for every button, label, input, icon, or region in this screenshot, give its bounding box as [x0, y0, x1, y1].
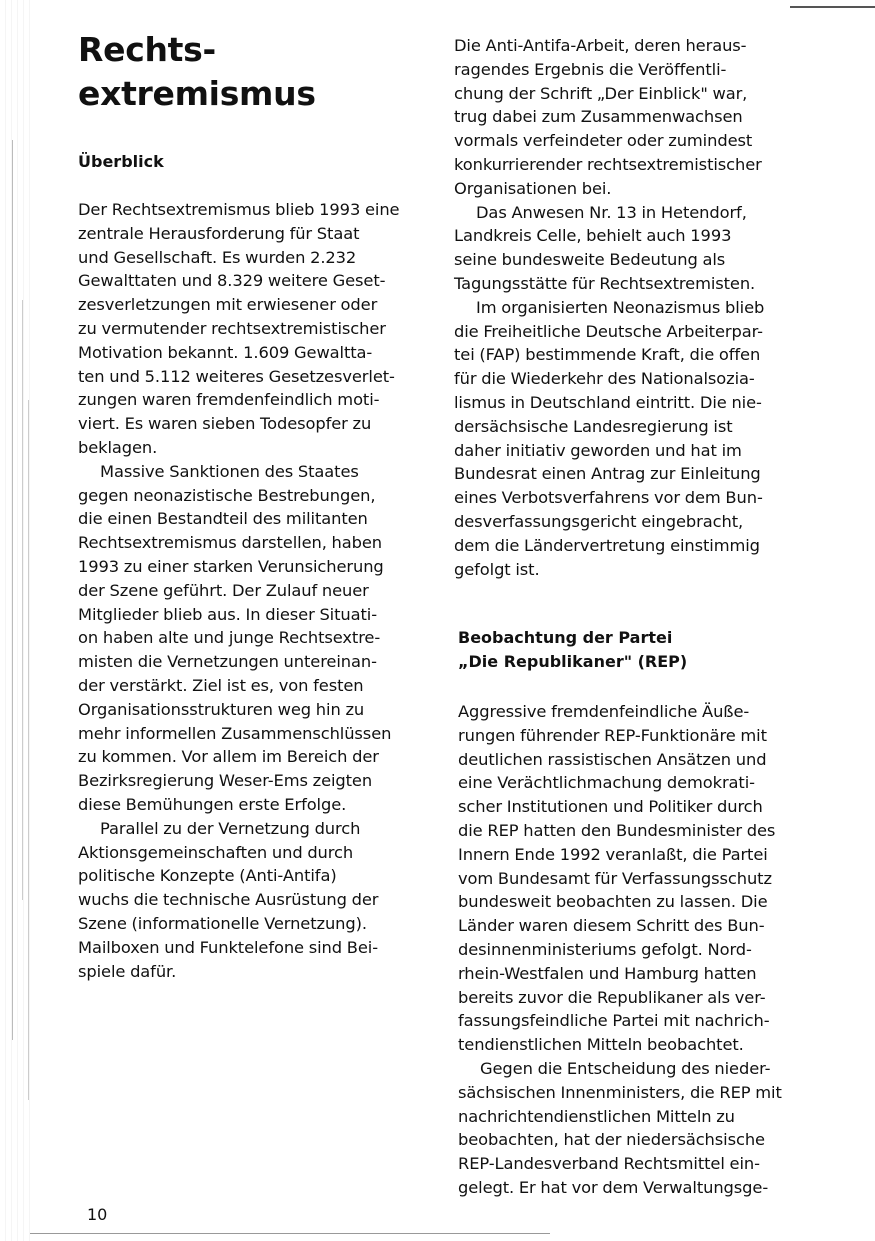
text-line: Gegen die Entscheidung des nieder-: [480, 1058, 771, 1078]
text-line: spiele dafür.: [78, 961, 177, 981]
text-line: Bundesrat einen Antrag zur Einleitung: [454, 464, 761, 484]
text-line: dem die Ländervertretung einstimmig: [454, 535, 760, 555]
text-line: Mailboxen und Funktelefone sind Bei-: [78, 937, 378, 957]
text-line: die einen Bestandteil des militanten: [78, 509, 368, 529]
text-line: gelegt. Er hat vor dem Verwaltungsge-: [458, 1177, 769, 1197]
text-line: eines Verbotsverfahrens vor dem Bun-: [454, 488, 763, 508]
text-line: vormals verfeindeter oder zumindest: [454, 131, 753, 151]
chapter-title-line: extremismus: [78, 74, 316, 113]
text-line: misten die Vernetzungen untereinan-: [78, 652, 377, 672]
text-line: Mitglieder blieb aus. In dieser Situati-: [78, 604, 377, 624]
text-line: Parallel zu der Vernetzung durch: [100, 818, 361, 838]
text-line: diese Bemühungen erste Erfolge.: [78, 794, 347, 814]
text-line: scher Institutionen und Politiker durch: [458, 797, 763, 817]
text-line: tendienstlichen Mitteln beobachtet.: [458, 1035, 744, 1055]
text-line: desverfassungsgericht eingebracht,: [454, 511, 744, 531]
text-line: beobachten, hat der niedersächsische: [458, 1130, 765, 1150]
text-line: Rechtsextremismus darstellen, haben: [78, 533, 383, 553]
text-line: Aktionsgemeinschaften und durch: [78, 842, 354, 862]
text-line: der verstärkt. Ziel ist es, von festen: [78, 675, 364, 695]
text-line: gegen neonazistische Bestrebungen,: [78, 485, 376, 505]
text-line: seine bundesweite Bedeutung als: [454, 250, 726, 270]
page-number: 10: [87, 1205, 108, 1224]
heading-line: „Die Republikaner" (REP): [458, 652, 688, 671]
text-line: gefolgt ist.: [454, 559, 540, 579]
text-line: Organisationsstrukturen weg hin zu: [78, 699, 365, 719]
text-line: bereits zuvor die Republikaner als ver-: [458, 987, 766, 1007]
text-line: desinnenministeriums gefolgt. Nord-: [458, 939, 752, 959]
text-line: dersächsische Landesregierung ist: [454, 416, 733, 436]
text-line: daher initiativ geworden und hat im: [454, 440, 742, 460]
text-line: der Szene geführt. Der Zulauf neuer: [78, 580, 369, 600]
text-line: wuchs die technische Ausrüstung der: [78, 890, 379, 910]
text-line: konkurrierender rechtsextremistischer: [454, 154, 762, 174]
text-line: Länder waren diesem Schritt des Bun-: [458, 916, 765, 936]
text-line: Der Rechtsextremismus blieb 1993 eine: [78, 200, 400, 219]
text-line: nachrichtendienstlichen Mitteln zu: [458, 1106, 735, 1126]
text-line: zungen waren fremdenfeindlich moti-: [78, 390, 380, 410]
scan-top-rule: [790, 6, 875, 8]
text-line: zesverletzungen mit erwiesener oder: [78, 295, 378, 315]
text-line: Organisationen bei.: [454, 178, 612, 198]
text-line: on haben alte und junge Rechtsextre-: [78, 628, 381, 648]
text-line: viert. Es waren sieben Todesopfer zu: [78, 414, 372, 434]
text-line: rungen führender REP-Funktionäre mit: [458, 725, 767, 745]
text-line: Bezirksregierung Weser-Ems zeigten: [78, 771, 373, 791]
text-line: mehr informellen Zusammenschlüssen: [78, 723, 392, 743]
text-line: 1993 zu einer starken Verunsicherung: [78, 556, 384, 576]
text-line: Innern Ende 1992 veranlaßt, die Partei: [458, 844, 768, 864]
text-line: bundesweit beobachten zu lassen. Die: [458, 892, 768, 912]
text-line: eine Verächtlichmachung demokrati-: [458, 773, 755, 793]
text-line: Szene (informationelle Vernetzung).: [78, 913, 367, 933]
text-line: rhein-Westfalen und Hamburg hatten: [458, 963, 757, 983]
text-line: ten und 5.112 weiteres Gesetzesverlet-: [78, 366, 395, 386]
paragraph: [454, 34, 764, 581]
text-line: fassungsfeindliche Partei mit nachrich-: [458, 1011, 770, 1031]
text-line: ragendes Ergebnis die Veröffentli-: [454, 59, 727, 79]
text-line: zu kommen. Vor allem im Bereich der: [78, 747, 379, 767]
text-line: tei (FAP) bestimmende Kraft, die offen: [454, 345, 761, 365]
chapter-title: [78, 28, 316, 116]
text-line: chung der Schrift „Der Einblick" war,: [454, 83, 748, 103]
text-line: die REP hatten den Bundesminister des: [458, 820, 776, 840]
scan-bottom-rule: [30, 1233, 550, 1234]
heading-line: Beobachtung der Partei: [458, 628, 673, 647]
section-heading-republikaner: [458, 626, 687, 674]
scan-edge-artifact: [0, 0, 34, 1241]
text-line: Landkreis Celle, behielt auch 1993: [454, 226, 732, 246]
text-line: für die Wiederkehr des Nationalsozia-: [454, 369, 755, 389]
text-line: trug dabei zum Zusammenwachsen: [454, 107, 743, 127]
text-line: Aggressive fremdenfeindliche Äuße-: [458, 702, 750, 721]
text-line: und Gesellschaft. Es wurden 2.232: [78, 247, 357, 267]
text-line: Das Anwesen Nr. 13 in Hetendorf,: [476, 202, 747, 222]
text-line: die Freiheitliche Deutsche Arbeiterpar-: [454, 321, 763, 341]
text-line: Gewalttaten und 8.329 weitere Geset-: [78, 271, 386, 291]
chapter-title-line: Rechts-: [78, 30, 216, 69]
text-line: politische Konzepte (Anti-Antifa): [78, 866, 337, 886]
text-line: Im organisierten Neonazismus blieb: [476, 297, 765, 317]
section-heading-ueberblick: Überblick: [78, 152, 164, 171]
text-line: deutlichen rassistischen Ansätzen und: [458, 749, 767, 769]
text-line: sächsischen Innenministers, die REP mit: [458, 1082, 782, 1102]
text-line: Motivation bekannt. 1.609 Gewaltta-: [78, 342, 373, 362]
text-line: beklagen.: [78, 437, 158, 457]
text-line: Tagungsstätte für Rechtsextremisten.: [454, 273, 756, 293]
paragraph: [78, 198, 399, 983]
text-line: zentrale Herausforderung für Staat: [78, 223, 360, 243]
text-line: Die Anti-Antifa-Arbeit, deren heraus-: [454, 36, 747, 55]
text-line: REP-Landesverband Rechtsmittel ein-: [458, 1154, 760, 1174]
text-line: zu vermutender rechtsextremistischer: [78, 318, 386, 338]
paragraph: [458, 700, 782, 1200]
text-line: vom Bundesamt für Verfassungsschutz: [458, 868, 772, 888]
text-line: Massive Sanktionen des Staates: [100, 461, 359, 481]
text-line: lismus in Deutschland eintritt. Die nie-: [454, 392, 762, 412]
